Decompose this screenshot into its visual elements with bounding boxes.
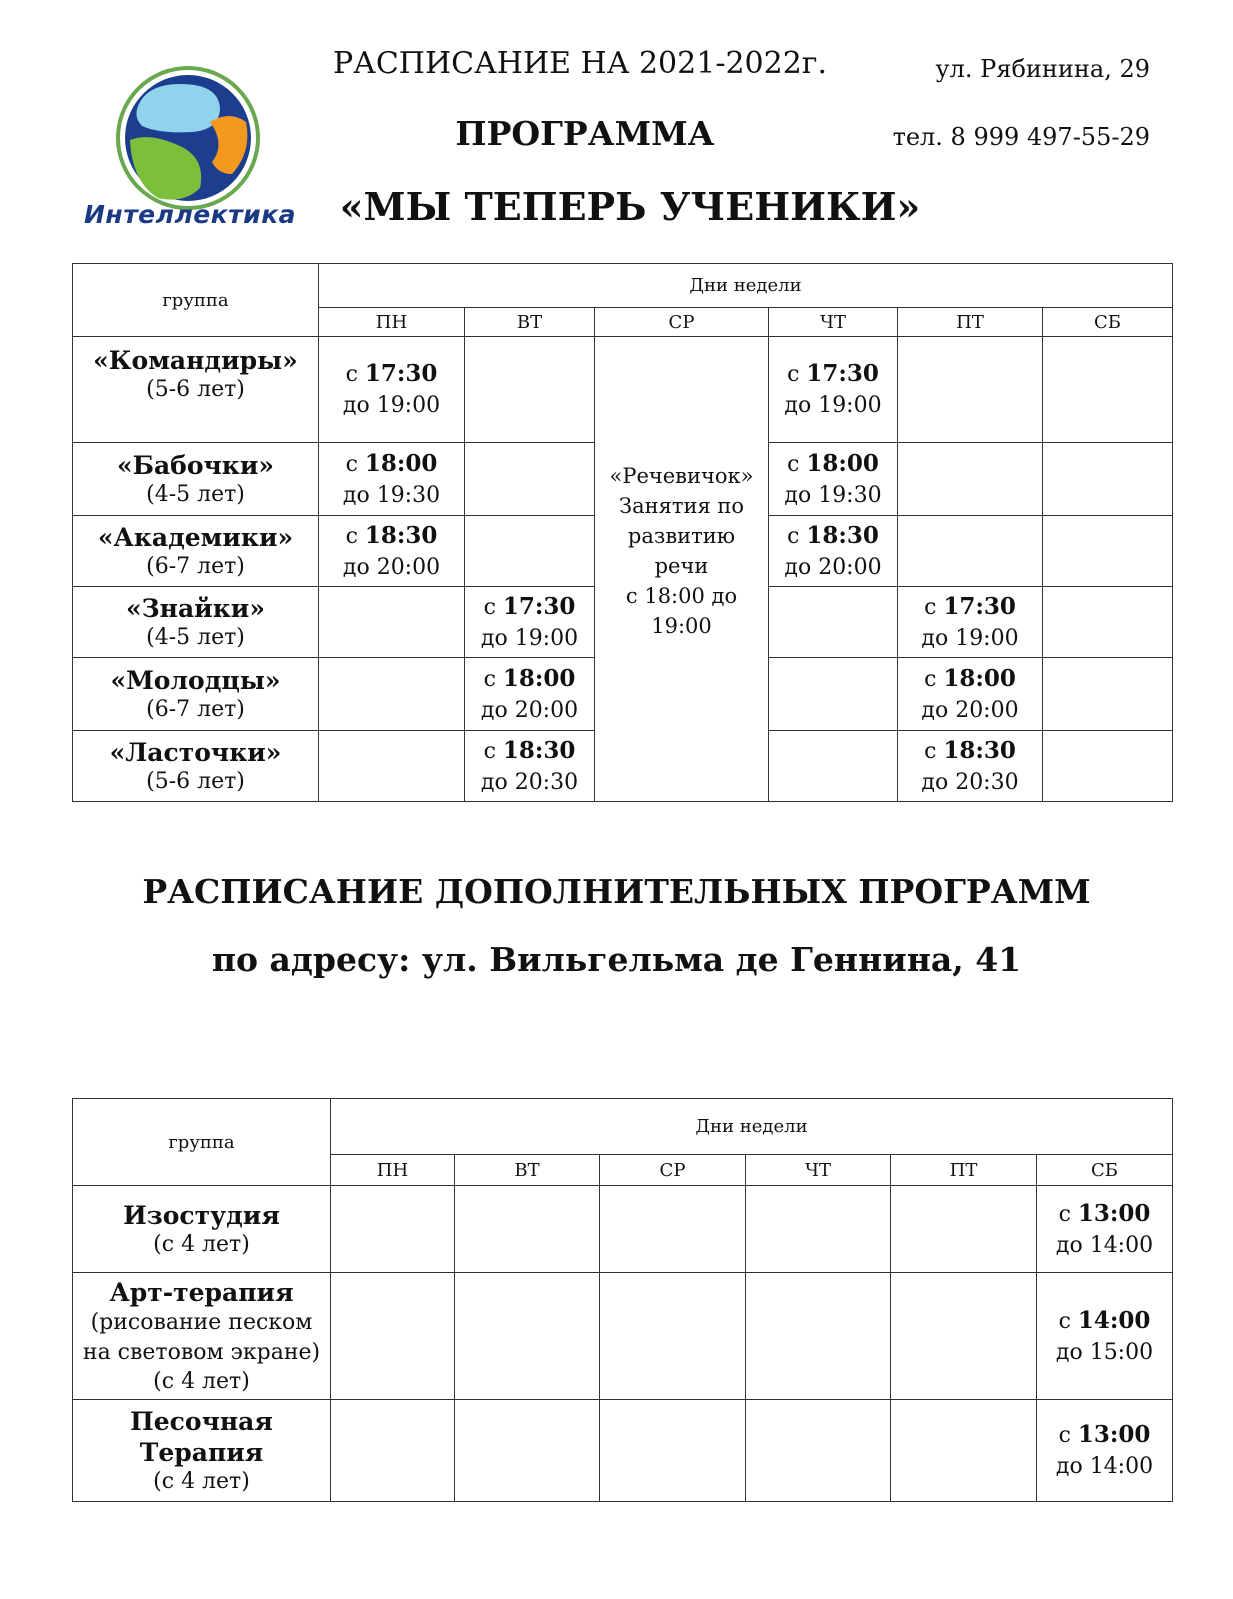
empty-cell xyxy=(746,1273,891,1400)
group-name: Терапия xyxy=(139,1437,264,1467)
table-row xyxy=(73,1273,1173,1400)
group-cell xyxy=(73,1400,331,1502)
table-row xyxy=(73,1400,1173,1502)
empty-cell xyxy=(891,1186,1037,1273)
group-name: Изостудия xyxy=(123,1200,280,1230)
group-name: «Бабочки» xyxy=(116,450,275,480)
group-cell xyxy=(73,337,319,443)
empty-cell xyxy=(600,1273,746,1400)
empty-cell xyxy=(769,587,898,658)
day-header: ЧТ xyxy=(746,1155,891,1186)
empty-cell xyxy=(465,443,595,516)
group-name: «Академики» xyxy=(97,522,294,552)
empty-cell xyxy=(455,1273,600,1400)
day-header: ПН xyxy=(331,1155,455,1186)
group-cell xyxy=(73,516,319,587)
page-title: РАСПИСАНИЕ НА 2021-2022г. xyxy=(332,46,828,81)
address: ул. Рябинина, 29 xyxy=(935,55,1150,83)
empty-cell xyxy=(1043,443,1173,516)
time-cell: с 14:00 до 15:00 xyxy=(1037,1273,1173,1400)
day-header: ЧТ xyxy=(769,308,898,337)
group-age: (4-5 лет) xyxy=(146,624,245,650)
group-name: Арт-терапия xyxy=(109,1277,294,1307)
program-name: «МЫ ТЕПЕРЬ УЧЕНИКИ» xyxy=(339,184,921,229)
empty-cell xyxy=(331,1400,455,1502)
wednesday-merged-cell: «Речевичок» Занятия по развитию речи с 18:00 до 19:00 xyxy=(595,337,769,802)
time-cell: с 17:30 до 19:00 xyxy=(769,337,898,443)
program-label: ПРОГРАММА xyxy=(455,114,715,153)
days-header: Дни недели xyxy=(319,264,1173,308)
day-header: ПТ xyxy=(891,1155,1037,1186)
group-age: (4-5 лет) xyxy=(146,481,245,507)
group-header: группа xyxy=(73,264,319,337)
time-cell: с 17:30 до 19:00 xyxy=(319,337,465,443)
empty-cell xyxy=(891,1400,1037,1502)
empty-cell xyxy=(898,516,1043,587)
section-address: по адресу: ул. Вильгельма де Геннина, 41 xyxy=(211,940,1022,979)
empty-cell xyxy=(331,1186,455,1273)
schedule-table-main xyxy=(72,263,1173,802)
empty-cell xyxy=(898,337,1043,443)
time-cell: с 13:00 до 14:00 xyxy=(1037,1400,1173,1502)
table-row xyxy=(73,337,1173,443)
time-cell: с 18:00 до 19:30 xyxy=(769,443,898,516)
group-name: Песочная xyxy=(130,1406,273,1436)
day-header: ПН xyxy=(319,308,465,337)
group-cell xyxy=(73,443,319,516)
empty-cell xyxy=(1043,516,1173,587)
empty-cell xyxy=(769,658,898,731)
day-header: ПТ xyxy=(898,308,1043,337)
empty-cell xyxy=(319,587,465,658)
group-age: (6-7 лет) xyxy=(146,553,245,579)
empty-cell xyxy=(746,1400,891,1502)
empty-cell xyxy=(319,658,465,731)
empty-cell xyxy=(898,443,1043,516)
day-header: СБ xyxy=(1037,1155,1173,1186)
empty-cell xyxy=(769,731,898,802)
time-cell: с 17:30 до 19:00 xyxy=(898,587,1043,658)
time-cell: с 18:30 до 20:00 xyxy=(319,516,465,587)
group-note: на световом экране) xyxy=(82,1339,321,1365)
empty-cell xyxy=(455,1186,600,1273)
empty-cell xyxy=(465,337,595,443)
time-cell: с 18:30 до 20:00 xyxy=(769,516,898,587)
group-cell xyxy=(73,658,319,731)
group-age: (с 4 лет) xyxy=(153,1468,250,1494)
group-cell xyxy=(73,1273,331,1400)
day-header: ВТ xyxy=(455,1155,600,1186)
group-name: «Знайки» xyxy=(126,593,265,623)
empty-cell xyxy=(1043,658,1173,731)
empty-cell xyxy=(746,1186,891,1273)
empty-cell xyxy=(455,1400,600,1502)
time-cell: с 18:30 до 20:30 xyxy=(898,731,1043,802)
group-age: (с 4 лет) xyxy=(153,1231,250,1257)
day-header: ВТ xyxy=(465,308,595,337)
group-name: «Молодцы» xyxy=(110,665,281,695)
group-header: группа xyxy=(73,1099,331,1186)
group-cell xyxy=(73,731,319,802)
table-row xyxy=(73,1186,1173,1273)
empty-cell xyxy=(600,1186,746,1273)
empty-cell xyxy=(891,1273,1037,1400)
group-age: (5-6 лет) xyxy=(146,768,245,794)
group-name: «Командиры» xyxy=(93,346,298,375)
time-cell: с 18:00 до 20:00 xyxy=(465,658,595,731)
group-age: (6-7 лет) xyxy=(146,696,245,722)
day-header: СР xyxy=(600,1155,746,1186)
empty-cell xyxy=(600,1400,746,1502)
empty-cell xyxy=(1043,587,1173,658)
time-cell: с 13:00 до 14:00 xyxy=(1037,1186,1173,1273)
days-header: Дни недели xyxy=(331,1099,1173,1155)
group-cell xyxy=(73,1186,331,1273)
day-header: СР xyxy=(595,308,769,337)
empty-cell xyxy=(1043,337,1173,443)
empty-cell xyxy=(465,516,595,587)
group-age: (с 4 лет) xyxy=(153,1368,250,1394)
day-header: СБ xyxy=(1043,308,1173,337)
time-cell: с 18:00 до 19:30 xyxy=(319,443,465,516)
group-cell xyxy=(73,587,319,658)
group-note: (рисование песком xyxy=(90,1309,313,1335)
time-cell: с 18:30 до 20:30 xyxy=(465,731,595,802)
section-title: РАСПИСАНИЕ ДОПОЛНИТЕЛЬНЫХ ПРОГРАММ xyxy=(142,872,1091,911)
empty-cell xyxy=(319,731,465,802)
time-cell: с 18:00 до 20:00 xyxy=(898,658,1043,731)
group-name: «Ласточки» xyxy=(109,737,282,767)
logo-text: Интеллектика xyxy=(84,200,297,229)
time-cell: с 17:30 до 19:00 xyxy=(465,587,595,658)
group-age: (5-6 лет) xyxy=(146,377,245,402)
empty-cell xyxy=(1043,731,1173,802)
phone: тел. 8 999 497-55-29 xyxy=(892,123,1150,151)
empty-cell xyxy=(331,1273,455,1400)
schedule-table-extra xyxy=(72,1098,1173,1502)
